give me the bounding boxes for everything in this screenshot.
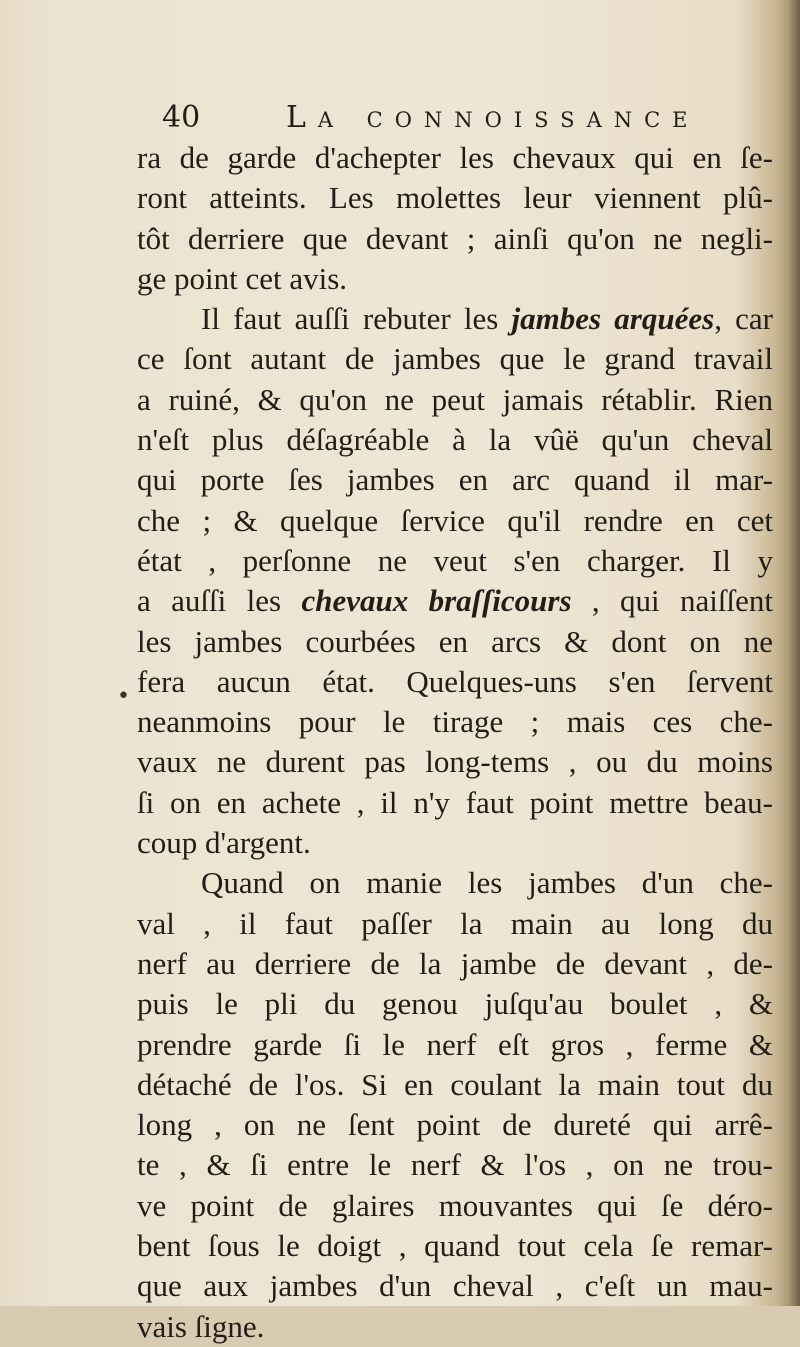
text-line: vaux ne durent pas long-tems , ou du moins bbox=[137, 744, 773, 780]
text-line: que aux jambes d'un cheval , c'eſt un mau- bbox=[137, 1268, 773, 1304]
text-line: fera aucun état. Quelques-uns s'en ſervent bbox=[137, 663, 773, 699]
text-line: détaché de l'os. Si en coulant la main tout du bbox=[137, 1066, 773, 1102]
text-line: les jambes courbées en arcs & dont on ne bbox=[137, 623, 773, 659]
text-line: état , perſonne ne veut s'en charger. Il y bbox=[137, 542, 773, 578]
text-line: ſi on en achete , il n'y faut point mettre beau- bbox=[137, 784, 773, 820]
text-line: ge point cet avis. bbox=[137, 260, 348, 296]
text-line: ra de garde d'achepter les chevaux qui en ſe- bbox=[137, 140, 773, 175]
text-line: qui porte ſes jambes en arc quand il mar- bbox=[137, 462, 773, 498]
text-segment: , car bbox=[714, 301, 773, 337]
text-segment: a auſſi les bbox=[137, 583, 302, 619]
text-line: val , il faut paſſer la main au long du bbox=[137, 905, 773, 941]
text-line: n'eſt plus déſagréable à la vûë qu'un cheval bbox=[137, 422, 773, 458]
text-segment: , qui naiſſent bbox=[571, 583, 773, 619]
text-line bbox=[137, 581, 773, 621]
text-line: bent ſous le doigt , quand tout cela ſe remar- bbox=[137, 1228, 773, 1264]
text-line: Quand on manie les jambes d'un che- bbox=[201, 865, 773, 901]
text-line: long , on ne ſent point de dureté qui arrê- bbox=[137, 1107, 773, 1143]
italic-term: jambes arquées bbox=[511, 301, 715, 337]
text-line: coup d'argent. bbox=[137, 825, 311, 861]
page-number: 40 bbox=[162, 100, 201, 135]
text-line: ront atteints. Les molettes leur viennent plû- bbox=[137, 180, 773, 216]
text-segment: Il faut auſſi rebuter les bbox=[201, 301, 512, 337]
page-header bbox=[162, 98, 782, 138]
text-line: a ruiné, & qu'on ne peut jamais rétablir. Rien bbox=[137, 381, 773, 417]
text-line: nerf au derriere de la jambe de devant , de- bbox=[137, 945, 773, 981]
text-line: tôt derriere que devant ; ainſi qu'on ne negli- bbox=[137, 220, 773, 256]
text-line: ve point de glaires mouvantes qui ſe déro- bbox=[137, 1187, 773, 1223]
book-spine-edge bbox=[786, 0, 800, 1306]
italic-term: chevaux braſſicours bbox=[301, 583, 572, 619]
text-line: neanmoins pour le tirage ; mais ces che- bbox=[137, 704, 773, 740]
text-line: che ; & quelque ſervice qu'il rendre en cet bbox=[137, 502, 773, 538]
text-line: te , & ſi entre le nerf & l'os , on ne trou- bbox=[137, 1147, 773, 1183]
running-title: La connoissance bbox=[286, 100, 700, 135]
text-line: prendre garde ſi le nerf eſt gros , ferme & bbox=[137, 1026, 773, 1062]
text-line bbox=[137, 299, 773, 339]
text-line: puis le pli du genou juſqu'au boulet , & bbox=[137, 986, 773, 1022]
margin-mark: • bbox=[117, 684, 130, 709]
text-line: ce ſont autant de jambes que le grand travail bbox=[137, 341, 773, 377]
text-line: vais ſigne. bbox=[137, 1308, 265, 1344]
body-text bbox=[137, 138, 773, 1347]
